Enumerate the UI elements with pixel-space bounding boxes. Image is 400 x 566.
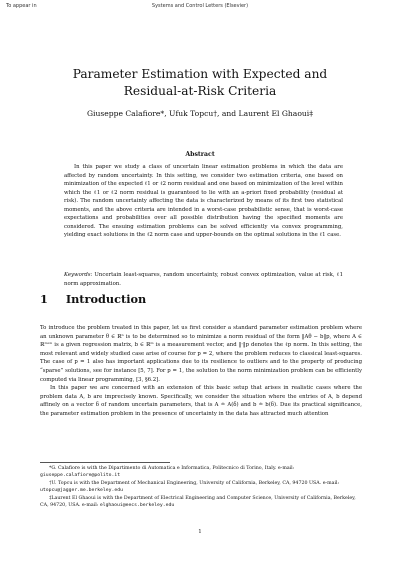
footnote-1-email[interactable]: giuseppe.calafiore@polito.it [40,473,121,479]
author-list: Giuseppe Calafiore*, Ufuk Topcu†, and Laurent El Ghaoui‡ [86,109,314,118]
footnote-1-text: *G. Calafiore is with the Dipartimento di Automatica e Informatica, Politecnico di Torino, Italy. e-mail: [49,466,295,471]
page-number: 1 [198,529,202,535]
title-line-1: Parameter Estimation with Expected and [72,67,328,81]
running-head [0,3,400,13]
footnote-2 [40,480,362,495]
footnote-3-text: ‡Laurent El Ghaoui is with the Department of Electrical Engineering and Computer Science, University of California, Berkeley, CA, 94720, USA. e-mail: [40,495,356,509]
running-head-center: Systems and Control Letters (Elsevier) [151,3,249,9]
footnote-2-email[interactable]: utopcu@jagger.me.berkeley.edu [40,488,123,494]
section-title: Introduction [65,292,147,306]
keywords-text: Uncertain least-squares, random uncertainty, robust convex optimization, value at risk, ℓ1 norm approximation. [64,272,344,287]
abstract-text: In this paper we study a class of uncertain linear estimation problems in which the data are affected by random uncertainty. In this setting, we consider two estimation criteria, one based on minimization of the expected ℓ1 or ℓ2 norm residual and one based on minimization of the level within which the ℓ1 or ℓ2 norm residual is guaranteed to lie with an a-priori fixed probability (residual at risk). The random uncertainty affecting the data is characterized by means of its first two statistical moments, and the above criteria are intended in a worst-case probabilistic sense, that is worst-case expectations and probabilities over all possible distribution having the specified moments are considered. The ensuing estimation problems can be solved efficiently via convex programming, yielding exact solutions in the ℓ2 norm case and upper-bounds on the optimal solutions in the ℓ1 case. [64,164,343,239]
section-heading [40,292,146,306]
paper-title [40,66,360,100]
footnote-rule [40,462,170,463]
title-line-2: Residual-at-Risk Criteria [123,84,277,98]
footnote-3 [40,495,362,510]
footnote-3-email[interactable]: elghaoui@eecs.berkeley.edu [99,503,175,509]
abstract-body [64,163,343,240]
body-paragraph-1: To introduce the problem treated in this paper, let us first consider a standard parameter estimation problem where an unknown parameter θ ∈ ℝⁿ is to be determined so to minimize a norm residual of the form ‖Aθ − b‖p, where A ∈ ℝᵐˣⁿ is a given regression matrix, b ∈ ℝᵐ is a measurement vector, and ‖·‖p denotes the ℓp norm. In this setting, the most relevant and widely studied case arise of course for p = 2, where the problem reduces to classical least-squares. The case of p = 1 also has important applications due to its resilience to outliers and to the property of producing “sparse” solutions, see for instance [5, 7]. For p = 1, the solution to the norm minimization problem can be efficiently computed via linear programming, [3, §6.2]. [40,325,362,383]
footnote-2-text: †U. Topcu is with the Department of Mechanical Engineering, University of California, Berkeley, CA, 94720 USA. e-mail: [49,480,340,486]
keywords [64,271,343,288]
keywords-label: Keywords: [64,272,93,278]
footnote-1 [40,465,362,480]
abstract-heading: Abstract [185,151,215,158]
section-number: 1 [40,292,48,306]
footnotes [40,465,362,509]
running-head-left: To appear in [6,3,37,9]
body-paragraph-2: In this paper we are concerned with an extension of this basic setup that arises in realistic cases where the problem data A, b are imprecisely known. Specifically, we consider the situation where the entries of A, b depend affinely on a vector δ of random uncertain parameters, that is A ≐ A(δ) and b ≐ b(δ). Due its practical significance, the parameter estimation problem in the presence of uncertainty in the data has attracted much attention [40,385,362,417]
body-text [40,324,362,419]
